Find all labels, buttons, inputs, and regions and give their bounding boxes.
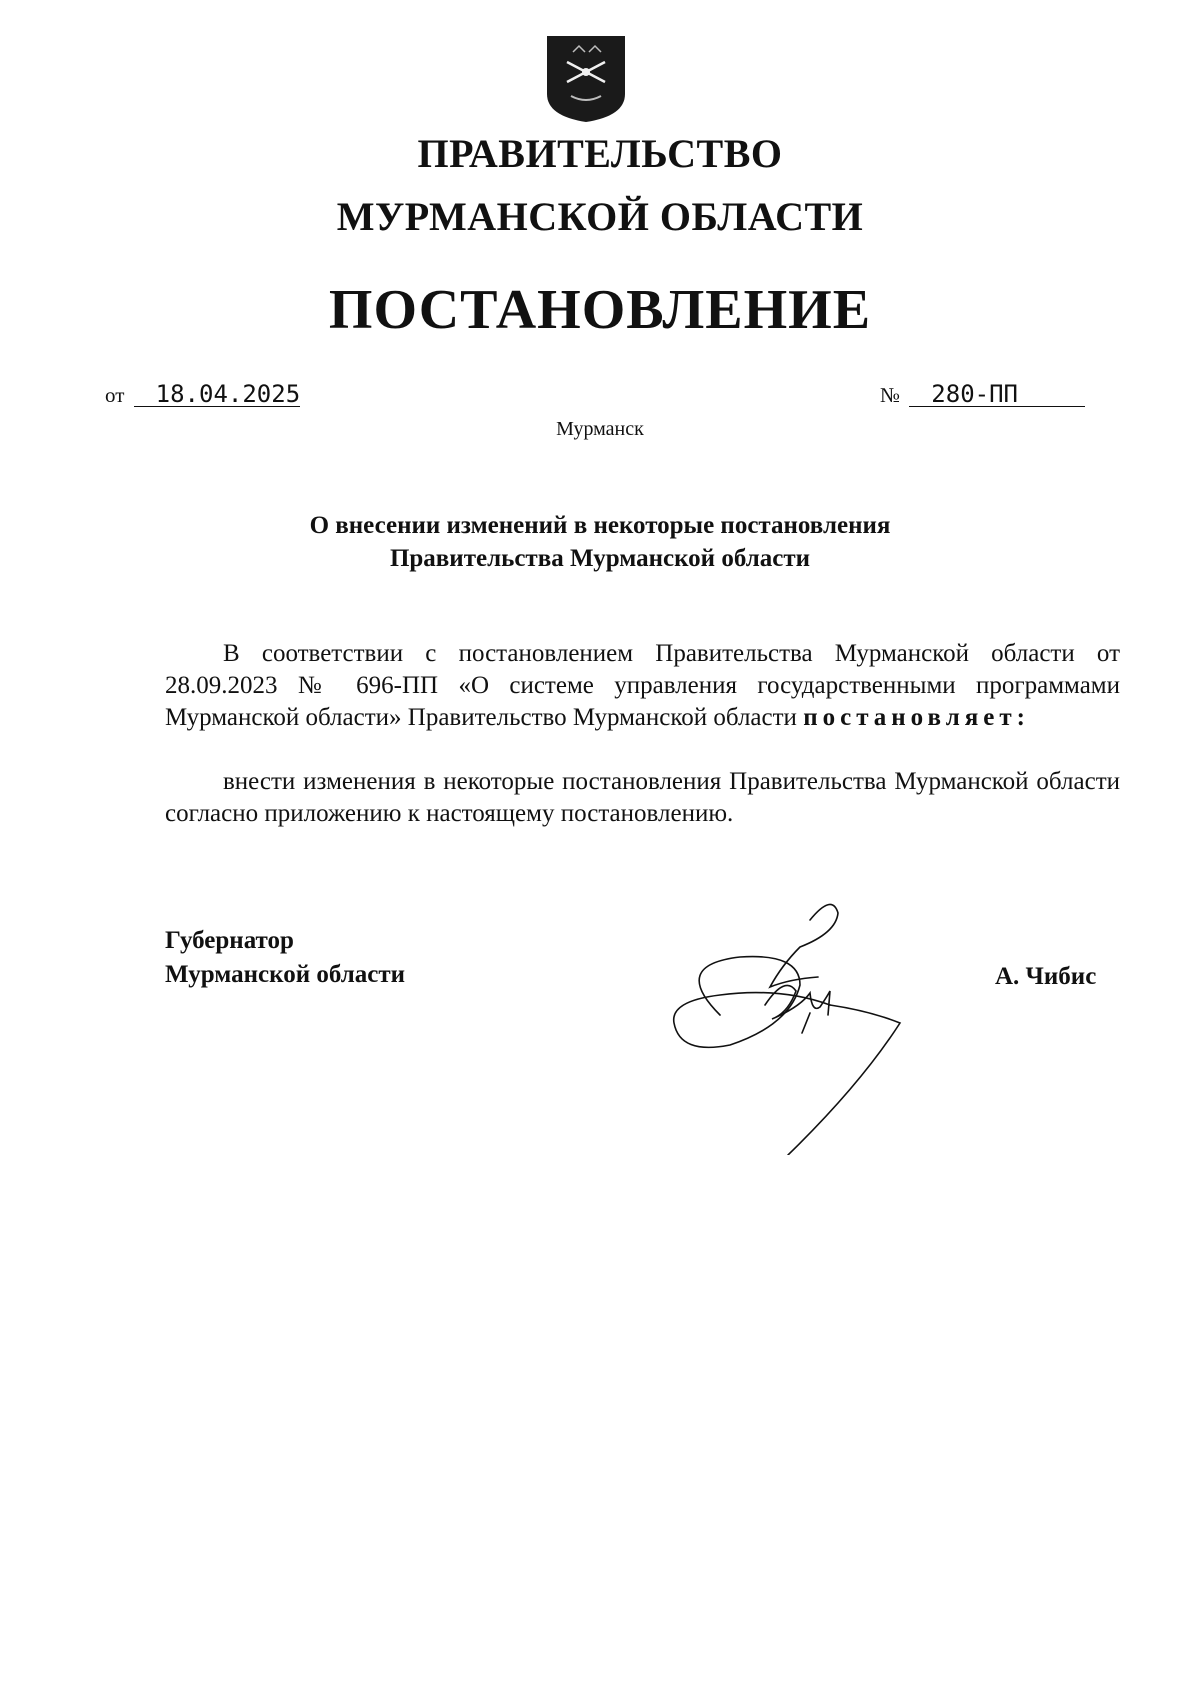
number-label: №: [880, 383, 901, 407]
decree-word: постановляет:: [803, 704, 1030, 731]
position-line2: Мурманской области: [165, 961, 406, 988]
date-value: 18.04.2025: [134, 382, 300, 407]
coat-of-arms-icon: [545, 34, 627, 124]
document-type-title: ПОСТАНОВЛЕНИЕ: [328, 279, 872, 341]
signatory-position: [165, 924, 405, 992]
body-paragraph-1: [165, 638, 1120, 734]
handwritten-signature: [660, 895, 940, 1155]
paragraph1-text: В соответствии с постановлением Правительства Мурманской области от 28.09.2023 № 696-ПП «О системе управления государственными программами Мурманской области» Правительство Мурманской области: [165, 640, 1120, 731]
subject-line1: О внесении изменений в некоторые постановления: [309, 512, 891, 539]
org-title-line2: МУРМАНСКОЙ ОБЛАСТИ: [336, 194, 864, 239]
body-paragraph-2: внести изменения в некоторые постановления Правительства Мурманской области согласно приложению к настоящему постановлению.: [165, 768, 1120, 827]
city-name: Мурманск: [556, 418, 644, 440]
document-date: [105, 382, 300, 408]
subject-line2: Правительства Мурманской области: [389, 545, 811, 572]
number-value: 280-ПП: [909, 382, 1085, 407]
org-title-line1: ПРАВИТЕЛЬСТВО: [417, 131, 783, 176]
position-line1: Губернатор: [165, 927, 294, 954]
document-number: [880, 382, 1085, 408]
signatory-name: А. Чибис: [995, 963, 1097, 990]
date-label: от: [105, 383, 125, 407]
